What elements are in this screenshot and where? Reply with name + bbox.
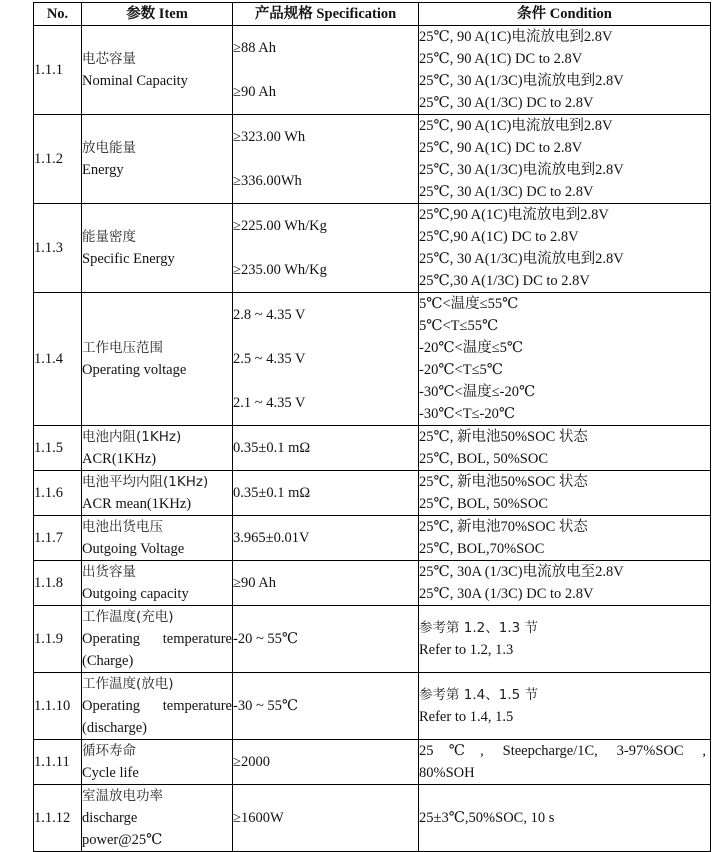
row-spec (233, 561, 419, 606)
table-row (34, 516, 711, 561)
cond-line: 25℃, 30 A(1/3C)电流放电到2.8V (419, 162, 624, 178)
spec-value: ≥225.00 Wh/Kg (233, 218, 327, 234)
item-cn: 出货容量 (82, 564, 136, 580)
item-en-sub: (Charge) (82, 653, 134, 669)
row-spec (233, 115, 419, 204)
item-en: Operating temperature (82, 631, 232, 647)
row-item (82, 561, 233, 606)
table-row (34, 471, 711, 516)
row-cond (419, 426, 711, 471)
cond-line: -30℃<T≤-20℃ (419, 406, 516, 422)
header-item: 参数 Item (82, 3, 233, 26)
item-en-sub: power@25℃ (82, 832, 163, 848)
header-no: No. (34, 3, 82, 26)
cond-line: Refer to 1.4, 1.5 (419, 709, 514, 725)
row-cond (419, 516, 711, 561)
spec-value: ≥336.00Wh (233, 173, 302, 189)
cond-line: 25℃, Steepcharge/1C, 3-97%SOC , (419, 743, 706, 759)
row-spec (233, 673, 419, 740)
table-row (34, 561, 711, 606)
spec-value: 3.965±0.01V (233, 530, 310, 546)
cond-line: 参考第 1.2、1.3 节 (419, 620, 539, 636)
row-spec (233, 606, 419, 673)
row-cond (419, 204, 711, 293)
table-row (34, 785, 711, 852)
row-no: 1.1.3 (34, 204, 82, 293)
item-en: discharge (82, 810, 138, 826)
row-cond (419, 293, 711, 426)
row-no: 1.1.2 (34, 115, 82, 204)
row-no: 1.1.7 (34, 516, 82, 561)
spec-value: 2.1 ~ 4.35 V (233, 395, 306, 411)
spec-value: ≥90 Ah (233, 575, 277, 591)
item-en: ACR(1KHz) (82, 451, 157, 467)
cond-line: 5℃<T≤55℃ (419, 318, 499, 334)
row-item (82, 673, 233, 740)
row-cond (419, 471, 711, 516)
spec-value: 2.5 ~ 4.35 V (233, 351, 306, 367)
row-item (82, 115, 233, 204)
row-item (82, 471, 233, 516)
row-item (82, 740, 233, 785)
row-no: 1.1.12 (34, 785, 82, 852)
spec-value: 2.8 ~ 4.35 V (233, 307, 306, 323)
row-cond (419, 673, 711, 740)
cond-line: 25℃, 90 A(1C)电流放电到2.8V (419, 29, 613, 45)
spec-value: ≥90 Ah (233, 84, 277, 100)
row-no: 1.1.11 (34, 740, 82, 785)
row-item (82, 426, 233, 471)
row-no: 1.1.9 (34, 606, 82, 673)
cond-line: 25℃, 30 A(1/3C) DC to 2.8V (419, 184, 594, 200)
cond-line: 25℃, 90 A(1C)电流放电到2.8V (419, 118, 613, 134)
item-cn: 能量密度 (82, 229, 136, 245)
cond-line: 25℃, 30A (1/3C)电流放电至2.8V (419, 564, 624, 580)
item-cn: 循环寿命 (82, 743, 136, 759)
cond-line: 25℃, 新电池50%SOC 状态 (419, 474, 588, 490)
item-cn: 工作电压范围 (82, 340, 163, 356)
row-no: 1.1.8 (34, 561, 82, 606)
item-cn: 电池平均内阻(1KHz) (82, 474, 209, 490)
table-row (34, 26, 711, 115)
spec-value: 0.35±0.1 mΩ (233, 485, 311, 501)
row-no: 1.1.1 (34, 26, 82, 115)
item-cn: 放电能量 (82, 140, 136, 156)
table-row (34, 606, 711, 673)
cond-line: 25℃, 30 A(1/3C)电流放电到2.8V (419, 251, 624, 267)
item-cn: 电芯容量 (82, 51, 136, 67)
row-spec (233, 293, 419, 426)
item-en: Cycle life (82, 765, 139, 781)
row-item (82, 26, 233, 115)
spec-value: ≥1600W (233, 810, 284, 826)
row-item (82, 785, 233, 852)
spec-value: -20 ~ 55℃ (233, 631, 299, 647)
row-cond (419, 740, 711, 785)
header-spec: 产品规格 Specification (233, 3, 419, 26)
cond-line: 25℃, BOL,70%SOC (419, 541, 545, 557)
row-spec (233, 740, 419, 785)
item-cn: 工作温度(放电) (82, 676, 174, 692)
row-spec (233, 426, 419, 471)
header-row (34, 3, 711, 26)
header-cond: 条件 Condition (419, 3, 711, 26)
row-item (82, 606, 233, 673)
cond-line: 5℃<温度≤55℃ (419, 296, 519, 312)
item-en: Specific Energy (82, 251, 175, 267)
row-spec (233, 516, 419, 561)
cond-line: 25℃, 90 A(1C) DC to 2.8V (419, 140, 583, 156)
table-row (34, 115, 711, 204)
item-en: Outgoing Voltage (82, 541, 185, 557)
row-item (82, 516, 233, 561)
cond-line: 25℃, 新电池70%SOC 状态 (419, 519, 588, 535)
item-en: ACR mean(1KHz) (82, 496, 192, 512)
cond-line: Refer to 1.2, 1.3 (419, 642, 514, 658)
cond-line: 参考第 1.4、1.5 节 (419, 687, 539, 703)
spec-value: ≥2000 (233, 754, 270, 770)
cond-line: 25℃, 30A (1/3C) DC to 2.8V (419, 586, 594, 602)
row-spec (233, 785, 419, 852)
cond-line: 25℃,90 A(1C)电流放电到2.8V (419, 207, 609, 223)
item-cn: 室温放电功率 (82, 788, 163, 804)
row-cond (419, 785, 711, 852)
cond-line: 25℃, 新电池50%SOC 状态 (419, 429, 588, 445)
row-item (82, 293, 233, 426)
item-en: Energy (82, 162, 124, 178)
spec-value: -30 ~ 55℃ (233, 698, 299, 714)
row-cond (419, 561, 711, 606)
item-cn: 工作温度(充电) (82, 609, 174, 625)
cond-line: 25℃, BOL, 50%SOC (419, 496, 549, 512)
table-row (34, 426, 711, 471)
table-row (34, 673, 711, 740)
row-spec (233, 471, 419, 516)
cond-line: 25℃, BOL, 50%SOC (419, 451, 549, 467)
row-spec (233, 26, 419, 115)
row-cond (419, 115, 711, 204)
cond-line: 80%SOH (419, 765, 475, 781)
table-row (34, 740, 711, 785)
item-cn: 电池出货电压 (82, 519, 163, 535)
spec-value: 0.35±0.1 mΩ (233, 440, 311, 456)
cond-line: -30℃<温度≤-20℃ (419, 384, 536, 400)
item-en: Nominal Capacity (82, 73, 188, 89)
cond-line: -20℃<温度≤5℃ (419, 340, 524, 356)
item-en: Operating temperature (82, 698, 232, 714)
row-no: 1.1.5 (34, 426, 82, 471)
cond-line: -20℃<T≤5℃ (419, 362, 504, 378)
row-no: 1.1.10 (34, 673, 82, 740)
row-cond (419, 26, 711, 115)
spec-value: ≥323.00 Wh (233, 129, 306, 145)
cond-line: 25±3℃,50%SOC, 10 s (419, 810, 555, 826)
table-row (34, 204, 711, 293)
item-en-sub: (discharge) (82, 720, 147, 736)
row-item (82, 204, 233, 293)
spec-value: ≥88 Ah (233, 40, 277, 56)
cond-line: 25℃, 30 A(1/3C)电流放电到2.8V (419, 73, 624, 89)
item-en: Operating voltage (82, 362, 187, 378)
spec-table (33, 2, 711, 852)
row-cond (419, 606, 711, 673)
cond-line: 25℃,30 A(1/3C) DC to 2.8V (419, 273, 590, 289)
cond-line: 25℃, 30 A(1/3C) DC to 2.8V (419, 95, 594, 111)
item-cn: 电池内阻(1KHz) (82, 429, 182, 445)
row-spec (233, 204, 419, 293)
row-no: 1.1.4 (34, 293, 82, 426)
cond-line: 25℃,90 A(1C) DC to 2.8V (419, 229, 579, 245)
table-row (34, 293, 711, 426)
item-en: Outgoing capacity (82, 586, 189, 602)
row-no: 1.1.6 (34, 471, 82, 516)
spec-value: ≥235.00 Wh/Kg (233, 262, 327, 278)
cond-line: 25℃, 90 A(1C) DC to 2.8V (419, 51, 583, 67)
